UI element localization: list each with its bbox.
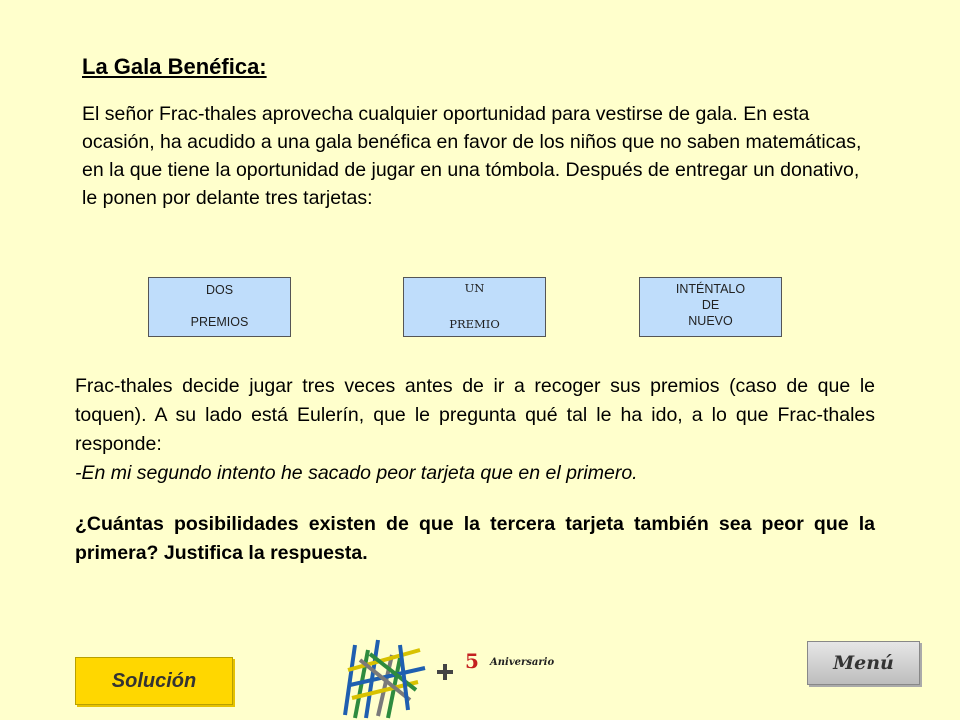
card-line: NUEVO bbox=[688, 314, 733, 328]
logo-number: 5 bbox=[465, 649, 479, 673]
card-line: UN bbox=[464, 281, 485, 295]
menu-button[interactable]: Menú bbox=[807, 641, 920, 685]
card-one-prize bbox=[403, 277, 546, 337]
intro-paragraph: El señor Frac-thales aprovecha cualquier oportunidad para vestirse de gala. En esta ocasión, ha acudido a una gala benéfica en favor de los niños que no saben matemáticas, en la que tiene la oportunidad de jugar en una tómbola. Después de entregar un donativo, le ponen por delante tres tarjetas: bbox=[82, 103, 862, 209]
card-try-again bbox=[639, 277, 782, 337]
page-title: La Gala Benéfica: bbox=[82, 54, 267, 79]
story-paragraph bbox=[75, 372, 875, 488]
card-line: DOS bbox=[205, 283, 234, 297]
card-line: PREMIOS bbox=[190, 315, 249, 329]
story-text: Frac-thales decide jugar tres veces antes de ir a recoger sus premios (caso de que le toquen). A su lado está Eulerín, que le pregunta qué tal le ha ido, a lo que Frac-thales responde: bbox=[75, 375, 875, 455]
quote-text: -En mi segundo intento he sacado peor tarjeta que en el primero. bbox=[75, 462, 638, 484]
card-line: PREMIO bbox=[449, 317, 500, 331]
logo-text: Aniversario bbox=[490, 657, 555, 668]
card-two-prizes bbox=[148, 277, 291, 337]
card-line: INTÉNTALO bbox=[675, 282, 746, 296]
anniversary-logo bbox=[330, 630, 570, 720]
solution-button[interactable]: Solución bbox=[75, 657, 233, 705]
card-line: DE bbox=[701, 298, 720, 312]
question-text: ¿Cuántas posibilidades existen de que la tercera tarjeta también sea peor que la primera? Justifica la respuesta. bbox=[75, 513, 875, 564]
